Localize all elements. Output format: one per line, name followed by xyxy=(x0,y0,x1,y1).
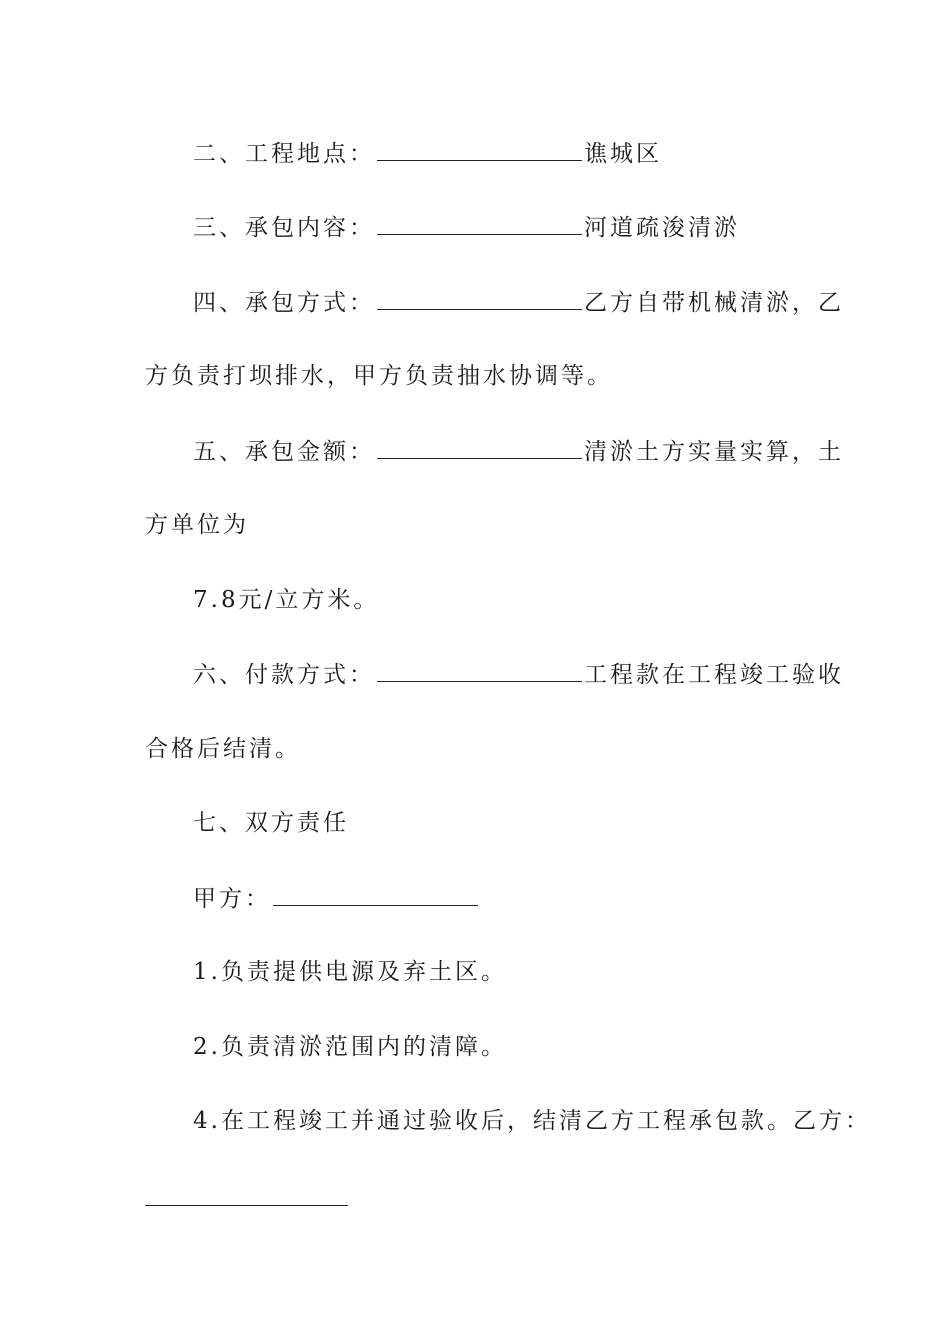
section-contract-method xyxy=(193,287,844,318)
fill-blank xyxy=(273,883,478,906)
label: 三、承包内容： xyxy=(193,215,375,241)
label: 甲方： xyxy=(193,886,271,912)
paragraph-text: 合格后结清。 xyxy=(145,736,301,762)
fill-blank xyxy=(145,1205,348,1206)
list-item: 1.负责提供电源及弃土区。 xyxy=(193,959,507,985)
section-heading: 七、双方责任 xyxy=(193,810,349,836)
paragraph-text: 7.8元/立方米。 xyxy=(193,587,380,613)
fill-blank xyxy=(377,436,582,459)
party-a-line xyxy=(193,883,480,914)
value: 河道疏浚清淤 xyxy=(584,215,740,241)
label: 二、工程地点： xyxy=(193,141,375,167)
value: 乙方自带机械清淤，乙 xyxy=(584,290,844,316)
label: 四、承包方式： xyxy=(193,290,375,316)
fill-blank xyxy=(377,287,582,310)
paragraph-text: 方负责打坝排水，甲方负责抽水协调等。 xyxy=(145,363,613,389)
fill-blank xyxy=(377,659,582,682)
section-project-location xyxy=(193,138,662,169)
value: 谯城区 xyxy=(584,141,662,167)
fill-blank xyxy=(377,138,582,161)
section-payment-method xyxy=(193,659,844,690)
label: 五、承包金额： xyxy=(193,439,375,465)
section-contract-content xyxy=(193,212,740,243)
paragraph-text: 方单位为 xyxy=(145,512,249,538)
list-item: 2.负责清淤范围内的清障。 xyxy=(193,1034,507,1060)
section-contract-amount xyxy=(193,436,844,467)
label: 六、付款方式： xyxy=(193,662,375,688)
value: 清淤土方实量实算，土 xyxy=(584,439,844,465)
value: 工程款在工程竣工验收 xyxy=(584,662,844,688)
list-item: 4.在工程竣工并通过验收后，结清乙方工程承包款。乙方： xyxy=(193,1108,871,1134)
fill-blank xyxy=(377,212,582,235)
